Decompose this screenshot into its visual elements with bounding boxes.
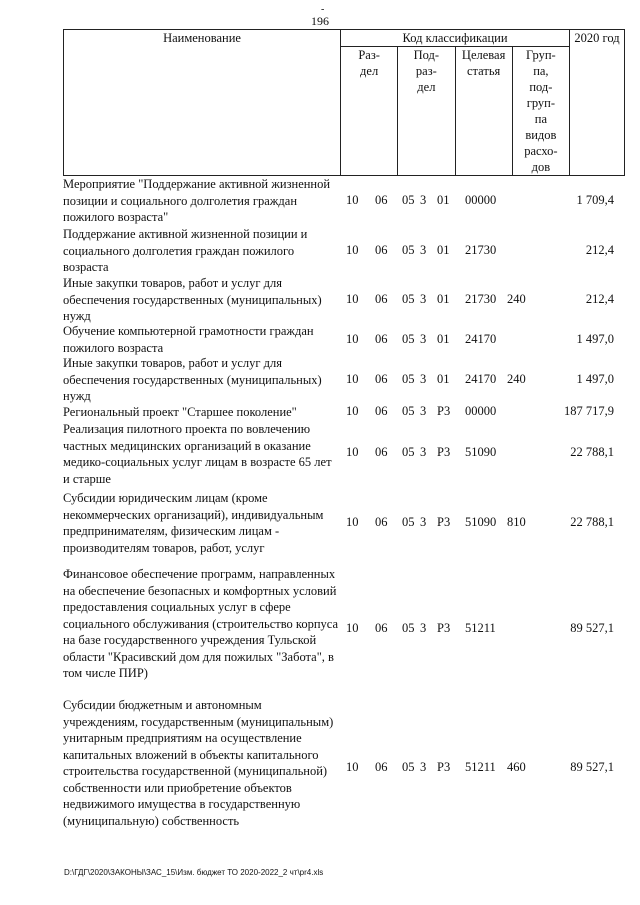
row-group: 460 — [507, 760, 526, 774]
row-target-1: 05 — [402, 760, 415, 774]
row-target-3: P3 — [437, 760, 451, 774]
row-razdel: 10 — [346, 243, 359, 257]
row-target-4: 24170 — [465, 372, 497, 386]
row-group: 240 — [507, 292, 526, 306]
row-target-2: 3 — [420, 243, 427, 257]
row-sum: 1 709,4 — [576, 193, 614, 207]
header-classification: Код классификации — [341, 30, 570, 47]
row-target-1: 05 — [402, 332, 415, 346]
row-target-3: 01 — [437, 332, 450, 346]
row-target-1: 05 — [402, 621, 415, 635]
header-target: Целевая статья — [455, 47, 512, 176]
table-header — [63, 29, 625, 176]
row-sum: 22 788,1 — [570, 445, 614, 459]
row-target-2: 3 — [420, 404, 427, 418]
row-sum: 1 497,0 — [576, 332, 614, 346]
row-name: Реализация пилотного проекта по вовлечению частных медицинских организаций в оказание медико-социальных услуг лицам в возрасте 65 лет и старше — [63, 422, 332, 486]
row-target-1: 05 — [402, 404, 415, 418]
header-name: Наименование — [64, 30, 341, 176]
row-target-4: 51090 — [465, 445, 497, 459]
row-podrazdel: 06 — [375, 404, 388, 418]
row-sum: 1 497,0 — [576, 372, 614, 386]
row-target-4: 51090 — [465, 515, 497, 529]
row-target-3: 01 — [437, 372, 450, 386]
row-target-3: P3 — [437, 445, 451, 459]
row-podrazdel: 06 — [375, 243, 388, 257]
page-number: 196 — [311, 14, 329, 28]
row-target-4: 21730 — [465, 243, 497, 257]
row-target-2: 3 — [420, 621, 427, 635]
row-razdel: 10 — [346, 332, 359, 346]
row-target-3: 01 — [437, 243, 450, 257]
row-target-4: 24170 — [465, 332, 497, 346]
row-podrazdel: 06 — [375, 292, 388, 306]
row-sum: 212,4 — [585, 292, 614, 306]
row-target-2: 3 — [420, 445, 427, 459]
row-name: Субсидии юридическим лицам (кроме некоммерческих организаций), индивидуальным предпринимателям, физическим лицам - производителям товаров, работ, услуг — [63, 491, 324, 555]
row-target-2: 3 — [420, 515, 427, 529]
row-podrazdel: 06 — [375, 193, 388, 207]
header-year: 2020 год — [570, 30, 625, 176]
row-target-1: 05 — [402, 292, 415, 306]
row-target-2: 3 — [420, 760, 427, 774]
row-target-2: 3 — [420, 193, 427, 207]
row-target-2: 3 — [420, 332, 427, 346]
row-target-2: 3 — [420, 372, 427, 386]
row-target-4: 21730 — [465, 292, 497, 306]
row-name: Мероприятие "Поддержание активной жизненной позиции и социального долголетия граждан пожилого возраста" — [63, 177, 331, 224]
row-razdel: 10 — [346, 404, 359, 418]
row-podrazdel: 06 — [375, 372, 388, 386]
row-sum: 22 788,1 — [570, 515, 614, 529]
header-group: Груп- па, под- груп- па видов расхо- дов — [512, 47, 569, 176]
row-target-3: P3 — [437, 404, 451, 418]
row-name: Поддержание активной жизненной позиции и социального долголетия граждан пожилого возраста — [63, 227, 308, 274]
row-razdel: 10 — [346, 445, 359, 459]
row-group: 810 — [507, 515, 526, 529]
row-name: Иные закупки товаров, работ и услуг для обеспечения государственных (муниципальных) нужд — [63, 276, 322, 323]
row-target-3: 01 — [437, 292, 450, 306]
row-name: Региональный проект "Старшее поколение" — [63, 405, 297, 419]
row-podrazdel: 06 — [375, 445, 388, 459]
row-name: Финансовое обеспечение программ, направленных на обеспечение безопасных и комфортных условий предоставления социальных услуг в сфере социального обслуживания (строительство корпуса на базе государственного учреждения Тульской области "Красивский дом для пожилых "Забота", в том числе ПИР) — [63, 567, 339, 680]
row-group: 240 — [507, 372, 526, 386]
row-target-2: 3 — [420, 292, 427, 306]
row-podrazdel: 06 — [375, 332, 388, 346]
row-razdel: 10 — [346, 193, 359, 207]
row-razdel: 10 — [346, 760, 359, 774]
row-sum: 89 527,1 — [570, 621, 614, 635]
row-name: Субсидии бюджетным и автономным учреждениям, государственным (муниципальным) унитарным предприятиям на осуществление капитальных вложений в объекты капитального строительства государственной (муниципальной) собственности или приобретение объектов недвижимого имущества в государственную (муниципальную) собственность — [63, 698, 334, 828]
row-target-1: 05 — [402, 243, 415, 257]
row-target-3: P3 — [437, 515, 451, 529]
row-target-1: 05 — [402, 372, 415, 386]
row-podrazdel: 06 — [375, 515, 388, 529]
row-target-4: 51211 — [465, 621, 496, 635]
row-podrazdel: 06 — [375, 621, 388, 635]
page-tick: - — [321, 4, 325, 15]
header-podrazdel: Под- раз- дел — [398, 47, 455, 176]
row-podrazdel: 06 — [375, 760, 388, 774]
row-target-3: P3 — [437, 621, 451, 635]
file-path-footer: D:\ГДГ\2020\ЗАКОНЫ\ЗАС_15\Изм. бюджет ТО 2020-2022_2 чт\pr4.xls — [64, 868, 324, 877]
row-name: Иные закупки товаров, работ и услуг для обеспечения государственных (муниципальных) нужд — [63, 356, 322, 403]
row-sum: 187 717,9 — [564, 404, 614, 418]
row-target-3: 01 — [437, 193, 450, 207]
row-razdel: 10 — [346, 372, 359, 386]
row-target-1: 05 — [402, 193, 415, 207]
row-razdel: 10 — [346, 621, 359, 635]
row-sum: 212,4 — [585, 243, 614, 257]
row-name: Обучение компьютерной грамотности граждан пожилого возраста — [63, 324, 314, 355]
row-razdel: 10 — [346, 292, 359, 306]
row-sum: 89 527,1 — [570, 760, 614, 774]
row-target-4: 00000 — [465, 404, 497, 418]
row-target-4: 00000 — [465, 193, 497, 207]
row-target-4: 51211 — [465, 760, 496, 774]
row-razdel: 10 — [346, 515, 359, 529]
row-target-1: 05 — [402, 445, 415, 459]
header-razdel: Раз- дел — [341, 47, 398, 176]
row-target-1: 05 — [402, 515, 415, 529]
